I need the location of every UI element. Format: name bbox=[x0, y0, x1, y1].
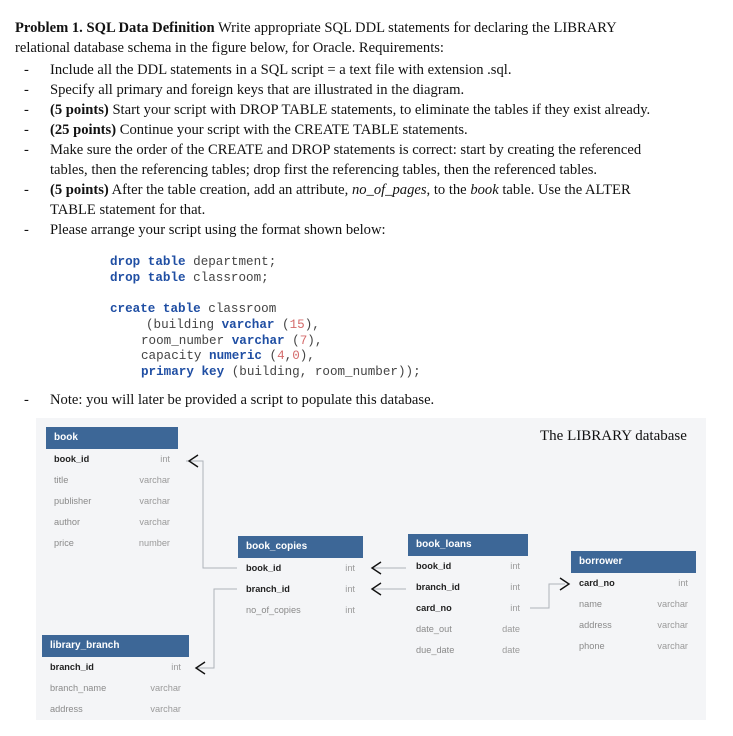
table-header: book_loans bbox=[408, 534, 528, 556]
code-l3-b: ( bbox=[261, 349, 278, 363]
code-l3-kw: numeric bbox=[209, 349, 262, 363]
code-l2-kw: varchar bbox=[231, 334, 285, 348]
column-type: date bbox=[502, 645, 520, 655]
column-name: branch_id bbox=[246, 584, 290, 594]
bullet-dash: - bbox=[24, 62, 29, 78]
column-name: title bbox=[54, 475, 69, 485]
column-type: varchar bbox=[657, 599, 688, 609]
bullet-dash: - bbox=[24, 142, 29, 158]
table-book bbox=[46, 427, 178, 554]
column-name: book_id bbox=[246, 563, 282, 573]
code-l1-a: (building bbox=[146, 318, 222, 332]
code-drop1-id: department; bbox=[185, 255, 277, 269]
column-type: int bbox=[171, 662, 181, 672]
column-type: varchar bbox=[139, 496, 170, 506]
code-l1-b: ( bbox=[274, 318, 290, 332]
table-column bbox=[46, 533, 178, 554]
bullet-dash: - bbox=[24, 182, 29, 198]
table-column bbox=[408, 640, 528, 661]
column-name: no_of_copies bbox=[246, 605, 301, 615]
table-column bbox=[408, 598, 528, 619]
table-column bbox=[238, 579, 363, 600]
table-column bbox=[571, 615, 696, 636]
table-header: book bbox=[46, 427, 178, 449]
problem-heading-rest: Write appropriate SQL DDL statements for declaring the LIBRARY bbox=[214, 20, 617, 36]
column-type: int bbox=[510, 561, 520, 571]
table-borrower bbox=[571, 551, 696, 657]
column-type: number bbox=[138, 538, 170, 548]
code-drop1-keyword: drop table bbox=[110, 255, 186, 269]
bullet-dash: - bbox=[24, 222, 29, 238]
table-column bbox=[42, 657, 189, 678]
code-l3-comma: , bbox=[284, 349, 293, 363]
code-l1-n: 15 bbox=[289, 318, 305, 332]
code-drop2-id: classroom; bbox=[185, 271, 269, 285]
table-column bbox=[46, 470, 178, 491]
table-library-branch bbox=[42, 635, 189, 720]
column-name: phone bbox=[579, 641, 605, 651]
column-type: int bbox=[345, 605, 355, 615]
code-create-id: classroom bbox=[200, 302, 277, 316]
code-l3-n2: 0 bbox=[292, 349, 300, 363]
column-type: varchar bbox=[150, 704, 181, 714]
column-name: branch_id bbox=[50, 662, 94, 672]
column-type: varchar bbox=[139, 517, 170, 527]
column-name: name bbox=[579, 599, 602, 609]
column-type: int bbox=[160, 454, 170, 464]
column-name: publisher bbox=[54, 496, 92, 506]
column-name: card_no bbox=[579, 578, 615, 588]
table-column bbox=[42, 678, 189, 699]
code-create-keyword: create table bbox=[110, 302, 201, 316]
requirement-text: Make sure the order of the CREATE and DROP statements is correct: start by creating the referenced tables, then the referencing tables; drop first the referencing tables, then the referenced tables. bbox=[50, 142, 642, 178]
table-header: borrower bbox=[571, 551, 696, 573]
column-type: varchar bbox=[139, 475, 170, 485]
column-name: book_id bbox=[416, 561, 452, 571]
column-name: address bbox=[579, 620, 612, 630]
column-type: int bbox=[345, 563, 355, 573]
code-l1-kw: varchar bbox=[221, 318, 275, 332]
requirement-text: Specify all primary and foreign keys that are illustrated in the diagram. bbox=[50, 82, 465, 98]
table-column bbox=[46, 449, 178, 470]
code-l3-c: ), bbox=[299, 349, 315, 363]
column-name: price bbox=[54, 538, 74, 548]
problem-heading-line2: relational database schema in the figure below, for Oracle. Requirements: bbox=[15, 40, 444, 56]
requirement-text: Please arrange your script using the format shown below: bbox=[50, 222, 386, 238]
code-l3-a: capacity bbox=[141, 349, 210, 363]
bullet-dash: - bbox=[24, 102, 29, 118]
column-type: int bbox=[510, 603, 520, 613]
code-l3-n1: 4 bbox=[277, 349, 285, 363]
code-l2-n: 7 bbox=[299, 334, 308, 348]
table-column bbox=[42, 699, 189, 720]
column-name: due_date bbox=[416, 645, 455, 655]
column-name: card_no bbox=[416, 603, 452, 613]
code-l4-kw: primary key bbox=[141, 365, 225, 379]
table-column bbox=[571, 573, 696, 594]
table-column bbox=[46, 491, 178, 512]
requirement-text: (25 points) Continue your script with the CREATE TABLE statements. bbox=[50, 122, 468, 138]
code-l2-a: room_number bbox=[141, 334, 232, 348]
table-column bbox=[408, 619, 528, 640]
column-name: branch_name bbox=[50, 683, 107, 693]
table-header: library_branch bbox=[42, 635, 189, 657]
column-name: book_id bbox=[54, 454, 90, 464]
diagram-title: The LIBRARY database bbox=[540, 428, 687, 444]
table-column bbox=[571, 594, 696, 615]
code-l2-b: ( bbox=[284, 334, 300, 348]
bullet-dash: - bbox=[24, 122, 29, 138]
code-l4-a: (building, room_number)); bbox=[224, 365, 421, 379]
code-drop2-keyword: drop table bbox=[110, 271, 186, 285]
column-name: date_out bbox=[416, 624, 452, 634]
column-type: varchar bbox=[657, 620, 688, 630]
table-column bbox=[571, 636, 696, 657]
fk-line-branch-copies bbox=[196, 589, 237, 668]
note-dash: - bbox=[24, 392, 29, 408]
table-column bbox=[408, 577, 528, 598]
table-column bbox=[408, 556, 528, 577]
column-name: author bbox=[54, 517, 81, 527]
requirement-text: (5 points) Start your script with DROP TABLE statements, to eliminate the tables if they exist already. bbox=[50, 102, 651, 118]
note-text: Note: you will later be provided a script to populate this database. bbox=[50, 392, 435, 408]
column-name: address bbox=[50, 704, 83, 714]
column-type: int bbox=[678, 578, 688, 588]
column-type: date bbox=[502, 624, 520, 634]
table-book-copies bbox=[238, 536, 363, 621]
column-type: int bbox=[345, 584, 355, 594]
table-column bbox=[238, 600, 363, 621]
requirement-text: Include all the DDL statements in a SQL script = a text file with extension .sql. bbox=[50, 62, 512, 78]
problem-heading-bold: Problem 1. SQL Data Definition bbox=[15, 20, 215, 36]
bullet-dash: - bbox=[24, 82, 29, 98]
code-l1-c: ), bbox=[304, 318, 320, 332]
table-column bbox=[238, 558, 363, 579]
table-header: book_copies bbox=[238, 536, 363, 558]
table-column bbox=[46, 512, 178, 533]
column-type: varchar bbox=[657, 641, 688, 651]
fk-line-borrower-loans bbox=[530, 584, 565, 608]
fk-line-book-copies bbox=[186, 461, 237, 568]
table-book-loans bbox=[408, 534, 528, 661]
column-type: int bbox=[510, 582, 520, 592]
column-type: varchar bbox=[150, 683, 181, 693]
code-l2-c: ), bbox=[307, 334, 323, 348]
column-name: branch_id bbox=[416, 582, 460, 592]
requirement-text: (5 points) After the table creation, add an attribute, no_of_pages, to the book table. Use the ALTER TABLE statement for that. bbox=[50, 182, 631, 218]
